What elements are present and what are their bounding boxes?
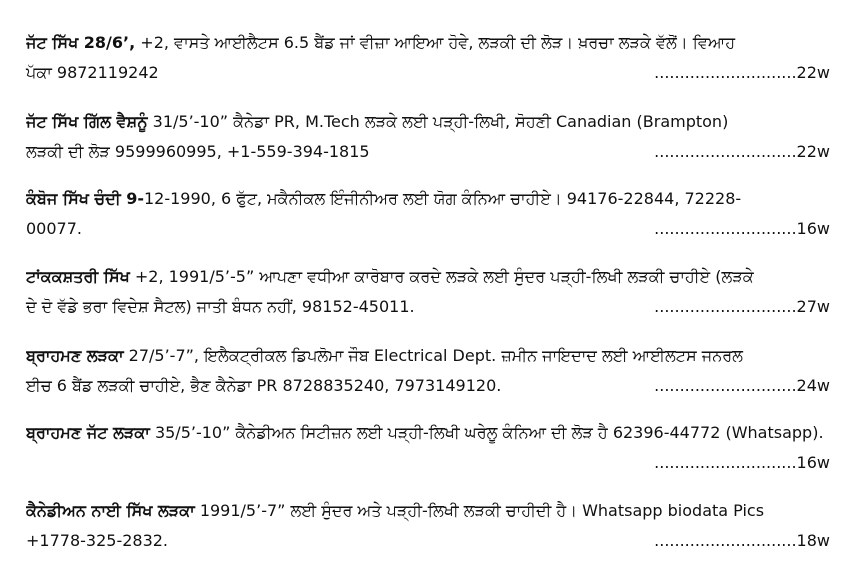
ad-entry <box>26 496 830 556</box>
ad-contact: 00077. <box>26 219 82 238</box>
ad-contact: ਈਚ 6 ਬੈਂਡ ਲੜਕੀ ਚਾਹੀਏ, ਭੈਣ ਕੈਨੇਡਾ PR 8728835240, 7973149120. <box>26 376 502 395</box>
ad-text: +2, ਵਾਸਤੇ ਆਈਲੈਟਸ 6.5 ਬੈਂਡ ਜਾਂ ਵੀਜ਼ਾ ਆਇਆ ਹੋਵੇ, ਲੜਕੀ ਦੀ ਲੋੜ। ਖ਼ਰਚਾ ਲੜਕੇ ਵੱਲੋਂ। ਵਿਆਹ <box>135 33 736 52</box>
ad-code: ............................16w <box>654 219 830 238</box>
ad-text: 31/5’-10” ਕੈਨੇਡਾ PR, M.Tech ਲੜਕੇ ਲਈ ਪੜ੍ਹੀ-ਲਿਖੀ, ਸੋਹਣੀ Canadian (Brampton) <box>147 112 729 131</box>
ad-heading: ਜੱਟ ਸਿੱਖ ਗਿੱਲ ਵੈਸ਼ਨੂੰ <box>26 112 148 131</box>
ad-line-2 <box>26 137 830 167</box>
ad-contact: ਲੜਕੀ ਦੀ ਲੋੜ 9599960995, +1-559-394-1815 <box>26 142 370 161</box>
ad-line-2 <box>26 58 830 88</box>
ad-line-1 <box>26 496 830 526</box>
ad-contact: +1778-325-2832. <box>26 531 169 550</box>
ad-heading: ਬ੍ਰਾਹਮਣ ਜੱਟ ਲੜਕਾ <box>26 423 150 442</box>
ad-entry <box>26 418 830 478</box>
ad-heading: ਜੱਟ ਸਿੱਖ 28/6’, <box>26 33 136 52</box>
ad-line-2 <box>26 214 830 244</box>
ad-heading: ਕੈਨੇਡੀਅਨ ਨਾਈ ਸਿੱਖ ਲੜਕਾ <box>26 501 195 520</box>
ad-line-1 <box>26 184 830 214</box>
ad-entry <box>26 28 830 88</box>
ad-text: 12-1990, 6 ਫੁੱਟ, ਮਕੈਨੀਕਲ ਇੰਜੀਨੀਅਰ ਲਈ ਯੋਗ ਕੰਨਿਆ ਚਾਹੀਏ। 94176-22844, 72228- <box>143 189 742 208</box>
ad-line-2 <box>26 371 830 401</box>
ad-text: 1991/5’-7” ਲਈ ਸੁੰਦਰ ਅਤੇ ਪੜ੍ਹੀ-ਲਿਖੀ ਲੜਕੀ ਚਾਹੀਦੀ ਹੈ। Whatsapp biodata Pics <box>194 501 765 520</box>
ad-entry <box>26 341 830 401</box>
ad-entry <box>26 184 830 244</box>
ad-heading: ਬ੍ਰਾਹਮਣ ਲੜਕਾ <box>26 346 124 365</box>
ad-contact: ਪੱਕਾ 9872119242 <box>26 63 159 82</box>
ad-entry <box>26 107 830 167</box>
ad-heading: ਟਾਂਕਕਸ਼ਤਰੀ ਸਿੱਖ <box>26 267 130 286</box>
ad-text: 35/5’-10” ਕੈਨੇਡੀਅਨ ਸਿਟੀਜ਼ਨ ਲਈ ਪੜ੍ਹੀ-ਲਿਖੀ ਘਰੇਲੂ ਕੰਨਿਆ ਦੀ ਲੋੜ ਹੈ 62396-44772 (Whatsapp). <box>149 423 824 442</box>
ad-line-1 <box>26 341 830 371</box>
ad-contact: ਦੇ ਦੋ ਵੱਡੇ ਭਰਾ ਵਿਦੇਸ਼ ਸੈਟਲ) ਜਾਤੀ ਬੰਧਨ ਨਹੀਂ, 98152-45011. <box>26 297 415 316</box>
ad-line-2 <box>26 526 830 556</box>
ad-code: ............................16w <box>654 453 830 472</box>
ad-code: ............................24w <box>654 376 830 395</box>
ad-code: ............................27w <box>654 297 830 316</box>
ad-entry <box>26 262 830 322</box>
ad-text: +2, 1991/5’-5” ਆਪਣਾ ਵਧੀਆ ਕਾਰੋਬਾਰ ਕਰਦੇ ਲੜਕੇ ਲਈ ਸੁੰਦਰ ਪੜ੍ਹੀ-ਲਿਖੀ ਲੜਕੀ ਚਾਹੀਏ (ਲੜਕੇ <box>129 267 754 286</box>
ad-line-1 <box>26 418 830 448</box>
ad-line-1 <box>26 107 830 137</box>
ad-code: ............................22w <box>654 63 830 82</box>
ad-line-2 <box>26 292 830 322</box>
ad-line-2 <box>26 448 830 478</box>
ad-heading: ਕੰਬੋਜ ਸਿੱਖ ਚੰਦੀ 9- <box>26 189 144 208</box>
ad-line-1 <box>26 262 830 292</box>
ad-line-1 <box>26 28 830 58</box>
ad-code: ............................18w <box>654 531 830 550</box>
ad-code: ............................22w <box>654 142 830 161</box>
ad-text: 27/5’-7”, ਇਲੈਕਟ੍ਰੀਕਲ ਡਿਪਲੋਮਾ ਜੌਬ Electrical Dept. ਜ਼ਮੀਨ ਜਾਇਦਾਦ ਲਈ ਆਈਲਟਸ ਜਨਰਲ <box>123 346 743 365</box>
